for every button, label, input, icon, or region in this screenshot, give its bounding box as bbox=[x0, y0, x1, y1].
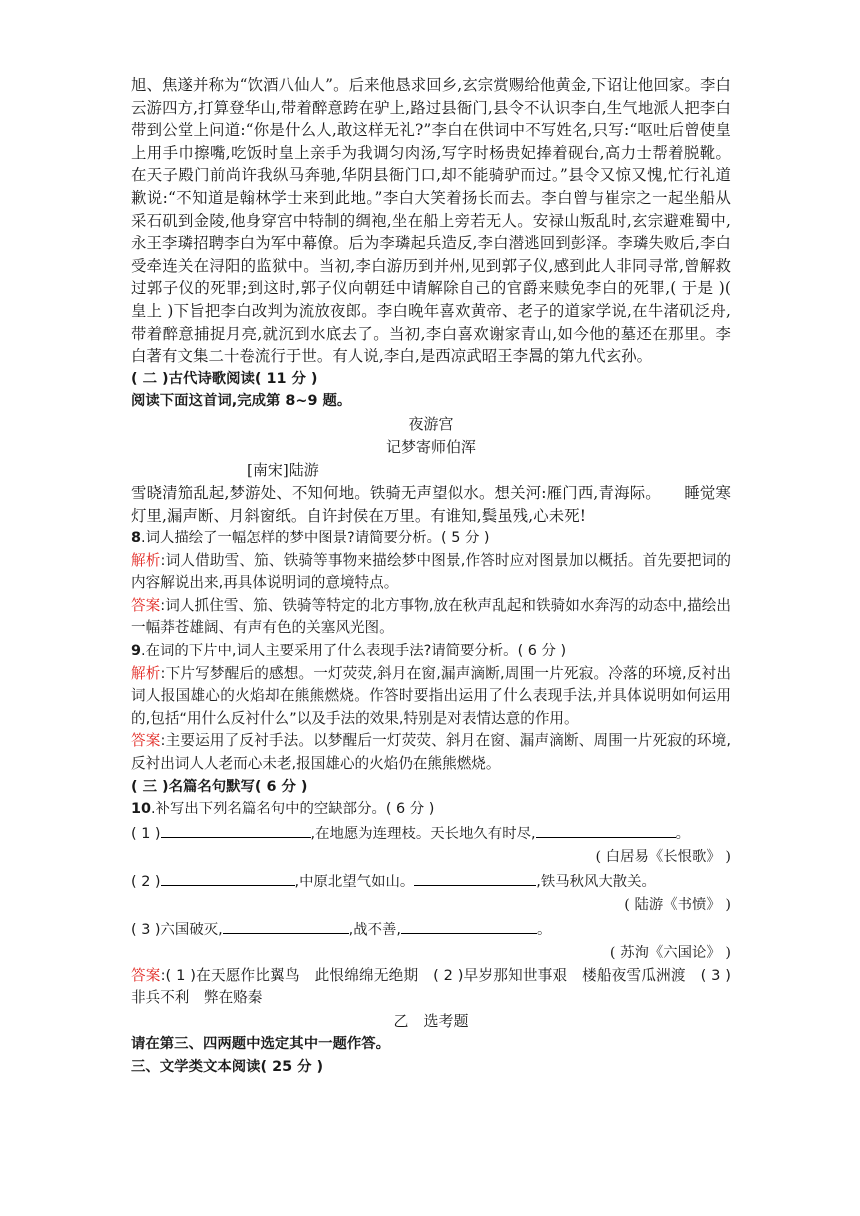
poem-title: 夜游宫 bbox=[408, 414, 454, 433]
blank-line[interactable] bbox=[161, 821, 311, 838]
fill-suffix: 。 bbox=[675, 825, 690, 842]
fill-mid: ,中原北望气如山。 bbox=[294, 873, 415, 890]
question-8-answer bbox=[131, 595, 731, 640]
fill-item-3 bbox=[131, 917, 731, 942]
answer-label: 答案 bbox=[131, 966, 161, 984]
blank-line[interactable] bbox=[161, 869, 295, 886]
answer-label: 答案 bbox=[131, 732, 161, 750]
poem-subtitle: 记梦寄师伯浑 bbox=[385, 437, 476, 456]
fill-item-2 bbox=[131, 869, 731, 894]
analysis-label: 解析 bbox=[131, 664, 161, 682]
poetry-instruction: 阅读下面这首词,完成第 8~9 题。 bbox=[131, 393, 352, 410]
poem-text: 雪晓清笳乱起,梦游处、不知何地。铁骑无声望似水。想关河:雁门西,青海际。 睡觉寒灯里,漏声断、月斜窗纸。自许封侯在万里。有谁知,鬓虽残,心未死! bbox=[131, 483, 731, 525]
fill-prefix: ( 2 ) bbox=[131, 873, 161, 890]
question-8-text: .词人描绘了一幅怎样的梦中图景?请简要分析。( 5 分 ) bbox=[141, 530, 490, 547]
blank-line[interactable] bbox=[223, 917, 349, 934]
section-heading-poetry: ( 二 )古代诗歌阅读( 11 分 ) bbox=[131, 370, 318, 387]
blank-line[interactable] bbox=[414, 869, 536, 886]
question-10-text: .补写出下列名篇名句中的空缺部分。( 6 分 ) bbox=[151, 801, 435, 818]
question-9-number: 9 bbox=[131, 643, 142, 660]
question-8-number: 8 bbox=[131, 530, 142, 547]
fill-item-1 bbox=[131, 821, 731, 846]
answer-text: :词人抓住雪、笳、铁骑等特定的北方事物,放在秋声乱起和铁骑如水奔泻的动态中,描绘出一幅莽苍雄阔、有声有色的关塞风光图。 bbox=[131, 596, 731, 637]
fill-source-3: ( 苏洵《六国论》 ) bbox=[609, 944, 731, 961]
question-9 bbox=[131, 640, 731, 663]
section-heading-literature: 三、文学类文本阅读( 25 分 ) bbox=[131, 1058, 324, 1075]
question-9-answer bbox=[131, 730, 731, 775]
question-8 bbox=[131, 527, 731, 550]
part-b-heading: 乙 选考题 bbox=[393, 1012, 469, 1030]
fill-source-1: ( 白居易《长恨歌》 ) bbox=[595, 848, 731, 865]
analysis-text: :词人借助雪、笳、铁骑等事物来描绘梦中图景,作答时应对图景加以概括。首先要把词的内容解说出来,再具体说明词的意境特点。 bbox=[131, 551, 731, 592]
answer-text: :( 1 )在天愿作比翼鸟 此恨绵绵无绝期 ( 2 )早岁那知世事艰 楼船夜雪瓜洲渡 ( 3 )非兵不利 弊在赂秦 bbox=[131, 966, 731, 1007]
blank-line[interactable] bbox=[401, 917, 537, 934]
fill-prefix: ( 1 ) bbox=[131, 825, 161, 842]
part-b-instruction: 请在第三、四两题中选定其中一题作答。 bbox=[131, 1036, 391, 1052]
section-heading-recitation: ( 三 )名篇名句默写( 6 分 ) bbox=[131, 778, 308, 795]
blank-line[interactable] bbox=[536, 821, 676, 838]
analysis-label: 解析 bbox=[131, 551, 161, 569]
fill-mid: ,在地愿为连理枝。天长地久有时尽, bbox=[310, 825, 536, 842]
fill-source-2: ( 陆游《书愤》 ) bbox=[624, 896, 731, 913]
analysis-text: :下片写梦醒后的感想。一灯荧荧,斜月在窗,漏声滴断,周围一片死寂。冷落的环境,反衬出词人报国雄心的火焰却在熊熊燃烧。作答时要指出运用了什么表现手法,并具体说明如何运用的,包括“用什么反衬什么”以及手法的效果,特别是对表情达意的作用。 bbox=[131, 664, 731, 727]
question-10 bbox=[131, 798, 731, 821]
question-10-number: 10 bbox=[131, 801, 152, 818]
biography-paragraph: 旭、焦遂并称为“饮酒八仙人”。后来他恳求回乡,玄宗赏赐给他黄金,下诏让他回家。李白云游四方,打算登华山,带着醉意跨在驴上,路过县衙门,县令不认识李白,生气地派人把李白带到公堂上问道:“你是什么人,敢这样无礼?”李白在供词中不写姓名,只写:“呕吐后曾使皇上用手巾擦嘴,吃饭时皇上亲手为我调匀肉汤,写字时杨贵妃捧着砚台,高力士帮着脱靴。在天子殿门前尚许我纵马奔驰,华阴县衙门口,却不能骑驴而过。”县令又惊又愧,忙行礼道歉说:“不知道是翰林学士来到此地。”李白大笑着扬长而去。李白曾与崔宗之一起坐船从采石矶到金陵,他身穿宫中特制的绸袍,坐在船上旁若无人。安禄山叛乱时,玄宗避难蜀中,永王李璘招聘李白为军中幕僚。后为李璘起兵造反,李白潜逃回到彭泽。李璘失败后,李白受牵连关在浔阳的监狱中。当初,李白游历到并州,见到郭子仪,感到此人非同寻常,曾解救过郭子仪的死罪;到这时,郭子仪向朝廷中请解除自己的官爵来赎免李白的死罪,( 于是 )( 皇上 )下旨把李白改判为流放夜郎。李白晚年喜欢黄帝、老子的道家学说,在牛渚矶泛舟,带着醉意捕捉月亮,就沉到水底去了。当初,李白喜欢谢家青山,如今他的墓还在那里。李白著有文集二十卷流行于世。有人说,李白,是西凉武昭王李暠的第九代玄孙。 bbox=[131, 76, 731, 366]
fill-prefix: ( 3 )六国破灭, bbox=[131, 921, 223, 938]
question-9-text: .在词的下片中,词人主要采用了什么表现手法?请简要分析。( 6 分 ) bbox=[141, 643, 567, 660]
question-10-answer bbox=[131, 965, 731, 1010]
fill-suffix: 。 bbox=[537, 921, 552, 938]
poem-author: [南宋]陆游 bbox=[247, 460, 319, 479]
answer-label: 答案 bbox=[131, 596, 161, 614]
fill-mid: ,战不善, bbox=[348, 921, 401, 938]
question-9-analysis bbox=[131, 663, 731, 731]
document-page bbox=[131, 74, 731, 1078]
question-8-analysis bbox=[131, 550, 731, 595]
answer-text: :主要运用了反衬手法。以梦醒后一灯荧荧、斜月在窗、漏声滴断、周围一片死寂的环境,反衬出词人人老而心未老,报国雄心的火焰仍在熊熊燃烧。 bbox=[131, 732, 731, 773]
fill-suffix: ,铁马秋风大散关。 bbox=[536, 873, 656, 890]
